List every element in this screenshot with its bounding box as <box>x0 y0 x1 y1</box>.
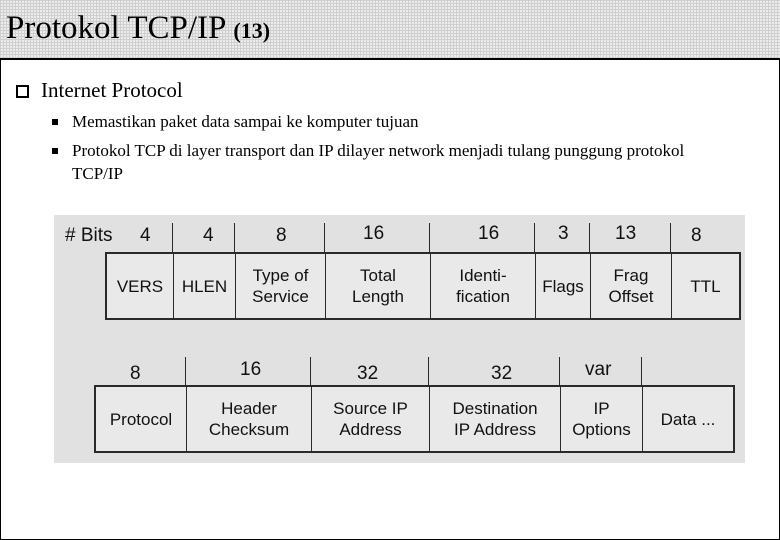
divider-tick <box>310 357 311 387</box>
title-bar <box>0 0 780 60</box>
field-ip-options: IP Options <box>561 387 643 451</box>
divider-tick <box>589 223 590 253</box>
field-protocol: Protocol <box>96 387 187 451</box>
bullet-text: Protokol TCP di layer transport dan IP dilayer network menjadi tulang punggung protokol TCP/IP <box>72 141 685 183</box>
field-destination-ip: Destination IP Address <box>430 387 561 451</box>
checkbox-bullet-icon <box>16 85 29 98</box>
field-header-checksum: Header Checksum <box>187 387 312 451</box>
bits-label: # Bits <box>65 225 113 246</box>
divider-tick <box>234 223 235 253</box>
divider-tick <box>429 223 430 253</box>
divider-tick <box>172 223 173 253</box>
bullet-item <box>52 110 732 133</box>
divider-tick <box>641 357 642 387</box>
divider-tick <box>324 223 325 253</box>
divider-tick <box>534 223 535 253</box>
divider-tick <box>670 223 671 253</box>
bit-size-label: 16 <box>478 223 500 244</box>
bit-size-label: 16 <box>363 223 385 244</box>
bit-size-label: 4 <box>140 225 151 246</box>
divider-tick <box>428 357 429 387</box>
square-bullet-icon <box>52 148 58 154</box>
field-source-ip: Source IP Address <box>312 387 430 451</box>
section-heading <box>16 78 183 103</box>
divider-tick <box>185 357 186 387</box>
field-data: Data ... <box>660 409 716 429</box>
bit-size-label: var <box>585 359 612 380</box>
field-vers: VERS <box>107 254 174 318</box>
field-type-of-service: Type of Service <box>236 254 326 318</box>
slide-title-main: Protokol TCP/IP <box>6 10 226 46</box>
bit-size-label: 13 <box>615 223 637 244</box>
bit-size-label: 3 <box>558 223 569 244</box>
divider-tick <box>559 357 560 387</box>
field-ttl: TTL <box>690 276 721 296</box>
header-row-1 <box>105 252 741 320</box>
bullet-text: Memastikan paket data sampai ke komputer tujuan <box>72 112 419 131</box>
bit-size-label: 32 <box>357 363 379 384</box>
slide-number: (13) <box>233 18 271 43</box>
heading-text: Internet Protocol <box>41 78 183 102</box>
bit-size-label: 32 <box>491 363 513 384</box>
field-total-length: Total Length <box>326 254 431 318</box>
bit-size-label: 8 <box>276 225 287 246</box>
header-row-2 <box>94 385 735 453</box>
bullet-item <box>52 139 732 185</box>
bit-size-label: 8 <box>130 363 141 384</box>
field-flags: Flags <box>536 254 591 318</box>
bit-size-label: 4 <box>203 225 214 246</box>
field-frag-offset: Frag Offset <box>591 254 672 318</box>
field-hlen: HLEN <box>174 254 236 318</box>
slide-title <box>6 10 270 47</box>
ip-header-diagram <box>54 215 745 463</box>
bit-size-label: 8 <box>691 225 702 246</box>
square-bullet-icon <box>52 119 58 125</box>
field-identification: Identi- fication <box>431 254 536 318</box>
bit-size-label: 16 <box>240 359 262 380</box>
